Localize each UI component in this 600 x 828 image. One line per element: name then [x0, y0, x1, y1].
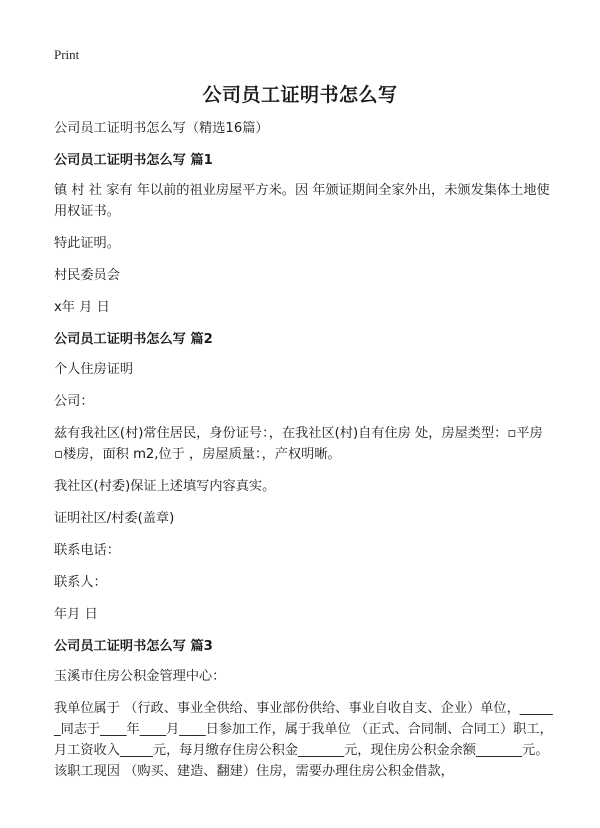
- paragraph: 镇 村 社 家有 年以前的祖业房屋平方米。因 年颁证期间全家外出，未颁发集体土地使用权证书。: [54, 183, 550, 219]
- paragraph: 联系人：: [54, 575, 107, 590]
- paragraph: 个人住房证明: [54, 362, 134, 377]
- paragraph: 特此证明。: [54, 236, 120, 251]
- paragraph: 联系电话：: [54, 543, 120, 558]
- page-title: 公司员工证明书怎么写: [202, 84, 398, 106]
- paragraph: 兹有我社区(村)常住居民，身份证号：，在我社区(村)自有住房 处，房屋类型：▫平房 ▫楼房，面积 m2,位于 ，房屋质量：，产权明晰。: [54, 426, 547, 462]
- section-heading: 公司员工证明书怎么写 篇2: [54, 332, 213, 347]
- paragraph: 村民委员会: [54, 268, 120, 283]
- section-heading: 公司员工证明书怎么写 篇3: [54, 639, 213, 654]
- paragraph: 公司：: [54, 394, 94, 409]
- print-label: Print: [54, 47, 80, 62]
- section-2: [54, 329, 554, 625]
- paragraph: 年月 日: [54, 607, 98, 622]
- paragraph: 我单位属于 （行政、事业全供给、事业部份供给、事业自收自支、企业）单位，______同志于____年____月____日参加工作，属于我单位 （正式、合同制、合同工）职工，月工资收入_____元，每月缴存住房公积金_______元，现住房公积金余额_______元。该职工现因 （购买、建造、翻建）住房，需要办理住房公积金借款，: [54, 701, 553, 779]
- section-3: [54, 636, 554, 782]
- section-1: [54, 150, 554, 318]
- document-body: [54, 118, 554, 782]
- paragraph: 玉溪市住房公积金管理中心：: [54, 669, 226, 684]
- paragraph: x年 月 日: [54, 300, 110, 315]
- paragraph: 我社区(村委)保证上述填写内容真实。: [54, 479, 276, 494]
- paragraph: 证明社区/村委(盖章): [54, 511, 175, 526]
- document-subtitle: 公司员工证明书怎么写（精选16篇）: [54, 121, 269, 136]
- section-heading: 公司员工证明书怎么写 篇1: [54, 153, 213, 168]
